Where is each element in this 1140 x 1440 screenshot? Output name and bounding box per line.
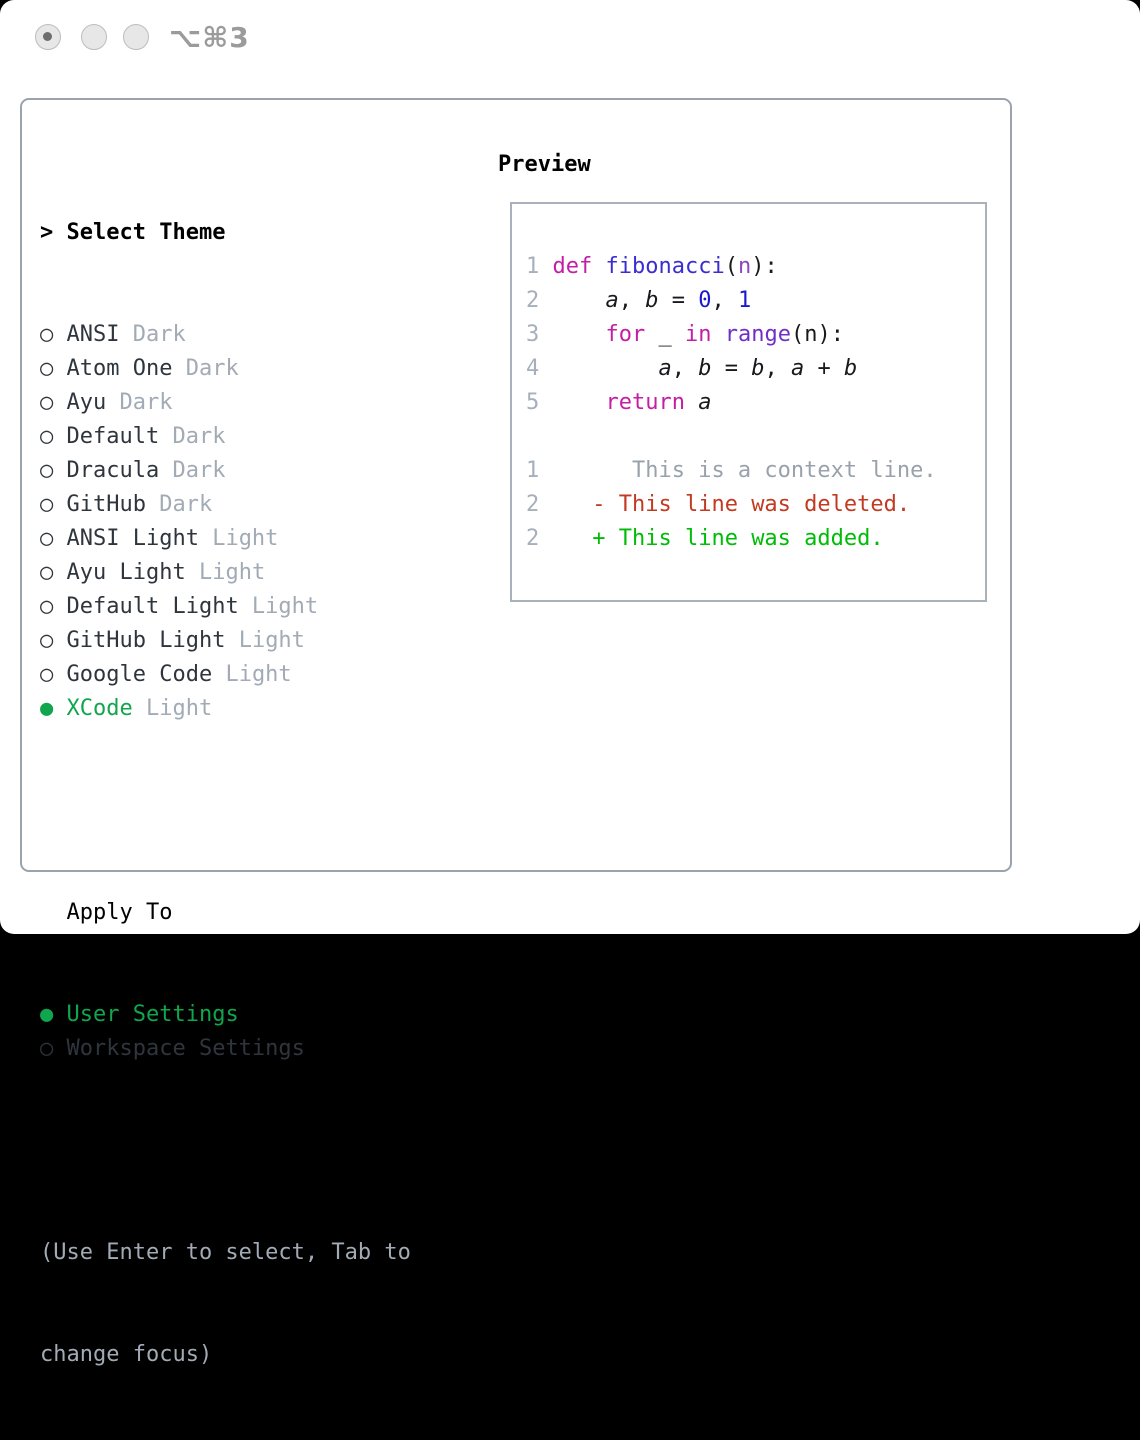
code-token: a xyxy=(698,390,712,415)
line-number: 1 xyxy=(526,254,553,279)
code-token: ): xyxy=(751,254,778,279)
radio-icon: ○ xyxy=(40,594,67,619)
code-token: def xyxy=(552,254,593,279)
theme-variant-label: Dark xyxy=(159,424,226,449)
code-token xyxy=(553,492,593,517)
theme-option-ayu-light[interactable] xyxy=(40,556,411,590)
preview-title: Preview xyxy=(498,152,591,177)
code-line xyxy=(526,250,937,284)
code-token xyxy=(685,390,698,415)
code-token: _ xyxy=(645,322,685,347)
keyboard-shortcut-label: ⌥⌘3 xyxy=(169,21,250,54)
code-token: , xyxy=(711,288,738,313)
code-token: b xyxy=(698,356,712,381)
selected-radio-icon: ● xyxy=(40,696,67,721)
code-line xyxy=(526,420,937,454)
theme-variant-label: Light xyxy=(198,526,279,551)
code-token: 0 xyxy=(698,288,712,313)
theme-option-ansi-light[interactable] xyxy=(40,522,411,556)
code-token: range xyxy=(724,322,791,347)
code-token: + This line was added. xyxy=(592,526,884,551)
radio-icon: ○ xyxy=(40,662,67,687)
code-token xyxy=(553,322,606,347)
code-token: a xyxy=(605,288,619,313)
code-token: a xyxy=(658,356,672,381)
apply-option-user-settings[interactable] xyxy=(40,998,411,1032)
code-token xyxy=(592,254,605,279)
theme-name: ANSI xyxy=(66,322,120,347)
theme-option-dracula[interactable] xyxy=(40,454,411,488)
theme-variant-label: Light xyxy=(132,696,213,721)
select-theme-title: Select Theme xyxy=(66,220,226,245)
code-line xyxy=(526,352,937,386)
apply-option-label: Workspace Settings xyxy=(66,1036,305,1061)
code-token: ( xyxy=(724,254,738,279)
theme-name: Atom One xyxy=(66,356,173,381)
code-token: fibonacci xyxy=(605,254,725,279)
code-token: , xyxy=(618,288,646,313)
code-token xyxy=(553,356,659,381)
line-number xyxy=(526,424,539,449)
theme-variant-label: Light xyxy=(212,662,292,687)
code-token: This is a context line. xyxy=(552,458,937,483)
hint-line-2: change focus) xyxy=(40,1342,213,1367)
theme-variant-label: Dark xyxy=(159,458,226,483)
code-token: in xyxy=(684,322,712,347)
radio-icon: ○ xyxy=(40,628,67,653)
preview-pane xyxy=(510,202,987,602)
theme-option-atom-one[interactable] xyxy=(40,352,411,386)
theme-name: XCode xyxy=(66,696,133,721)
code-token: b xyxy=(843,356,858,381)
code-token: , xyxy=(671,356,699,381)
selected-radio-icon: ● xyxy=(40,1002,67,1027)
code-token: n xyxy=(737,254,752,279)
theme-picker-panel xyxy=(20,98,1012,1367)
code-token: + xyxy=(804,356,844,381)
hint-line-1: (Use Enter to select, Tab to xyxy=(40,1240,411,1265)
apply-option-workspace-settings[interactable] xyxy=(40,1032,411,1066)
line-number: 4 xyxy=(526,356,553,381)
radio-icon: ○ xyxy=(40,1036,67,1061)
radio-icon: ○ xyxy=(40,492,67,517)
code-token: 1 xyxy=(737,288,752,313)
code-token xyxy=(553,390,606,415)
theme-list xyxy=(40,148,411,1440)
radio-icon: ○ xyxy=(40,390,67,415)
line-number: 2 xyxy=(526,492,553,517)
code-token: b xyxy=(751,356,765,381)
line-number: 2 xyxy=(526,526,553,551)
radio-icon: ○ xyxy=(40,560,67,585)
code-token xyxy=(553,526,593,551)
code-line xyxy=(526,284,937,318)
line-number: 3 xyxy=(526,322,553,347)
spacer xyxy=(40,1134,411,1168)
traffic-light-active-dot xyxy=(43,32,52,41)
code-token: - This line was deleted. xyxy=(592,492,911,517)
radio-icon: ○ xyxy=(40,526,67,551)
theme-variant-label: Light xyxy=(185,560,266,585)
theme-name: GitHub Light xyxy=(66,628,226,653)
theme-name: ANSI Light xyxy=(66,526,199,551)
theme-variant-label: Light xyxy=(238,594,319,619)
apply-option-label: User Settings xyxy=(66,1002,239,1027)
theme-variant-label: Dark xyxy=(106,390,173,415)
code-preview xyxy=(526,250,937,556)
theme-variant-label: Dark xyxy=(172,356,239,381)
theme-name: GitHub xyxy=(66,492,146,517)
code-token: for xyxy=(605,322,646,347)
apply-to-header: Apply To xyxy=(66,900,173,925)
code-token xyxy=(711,322,724,347)
radio-icon: ○ xyxy=(40,322,67,347)
theme-option-ayu[interactable] xyxy=(40,386,411,420)
spacer xyxy=(40,794,411,828)
line-number: 2 xyxy=(526,288,553,313)
theme-name: Dracula xyxy=(66,458,160,483)
traffic-light-zoom-button[interactable] xyxy=(123,24,149,50)
theme-options xyxy=(40,318,411,726)
titlebar xyxy=(0,0,1140,70)
theme-variant-label: Dark xyxy=(145,492,213,517)
theme-option-github-light[interactable] xyxy=(40,624,411,658)
line-number: 1 xyxy=(526,458,553,483)
apply-to-options xyxy=(40,998,411,1066)
code-line xyxy=(526,386,937,420)
theme-option-github[interactable] xyxy=(40,488,411,522)
theme-option-google-code[interactable] xyxy=(40,658,411,692)
prompt-caret: > xyxy=(40,220,54,245)
radio-icon: ○ xyxy=(40,424,67,449)
theme-variant-label: Dark xyxy=(119,322,186,347)
theme-option-ansi[interactable] xyxy=(40,318,411,352)
code-token: , xyxy=(764,356,791,381)
line-number: 5 xyxy=(526,390,553,415)
code-line xyxy=(526,522,937,556)
theme-name: Google Code xyxy=(66,662,213,687)
code-token: (n): xyxy=(790,322,844,347)
theme-option-default-light[interactable] xyxy=(40,590,411,624)
theme-name: Default Light xyxy=(66,594,239,619)
code-token: b xyxy=(645,288,659,313)
theme-variant-label: Light xyxy=(225,628,305,653)
code-line xyxy=(526,318,937,352)
radio-icon: ○ xyxy=(40,458,67,483)
code-token: = xyxy=(711,356,752,381)
theme-option-default[interactable] xyxy=(40,420,411,454)
theme-name: Ayu xyxy=(66,390,107,415)
traffic-light-minimize-button[interactable] xyxy=(81,24,107,50)
code-token: a xyxy=(790,356,805,381)
code-token xyxy=(553,288,606,313)
traffic-light-close-button[interactable] xyxy=(35,24,61,50)
code-token: = xyxy=(658,288,699,313)
theme-option-xcode[interactable] xyxy=(40,692,411,726)
code-line xyxy=(526,454,937,488)
code-line xyxy=(526,488,937,522)
theme-name: Default xyxy=(66,424,160,449)
radio-icon: ○ xyxy=(40,356,67,381)
code-token: return xyxy=(605,390,685,415)
select-theme-header xyxy=(40,216,411,250)
theme-name: Ayu Light xyxy=(66,560,186,585)
